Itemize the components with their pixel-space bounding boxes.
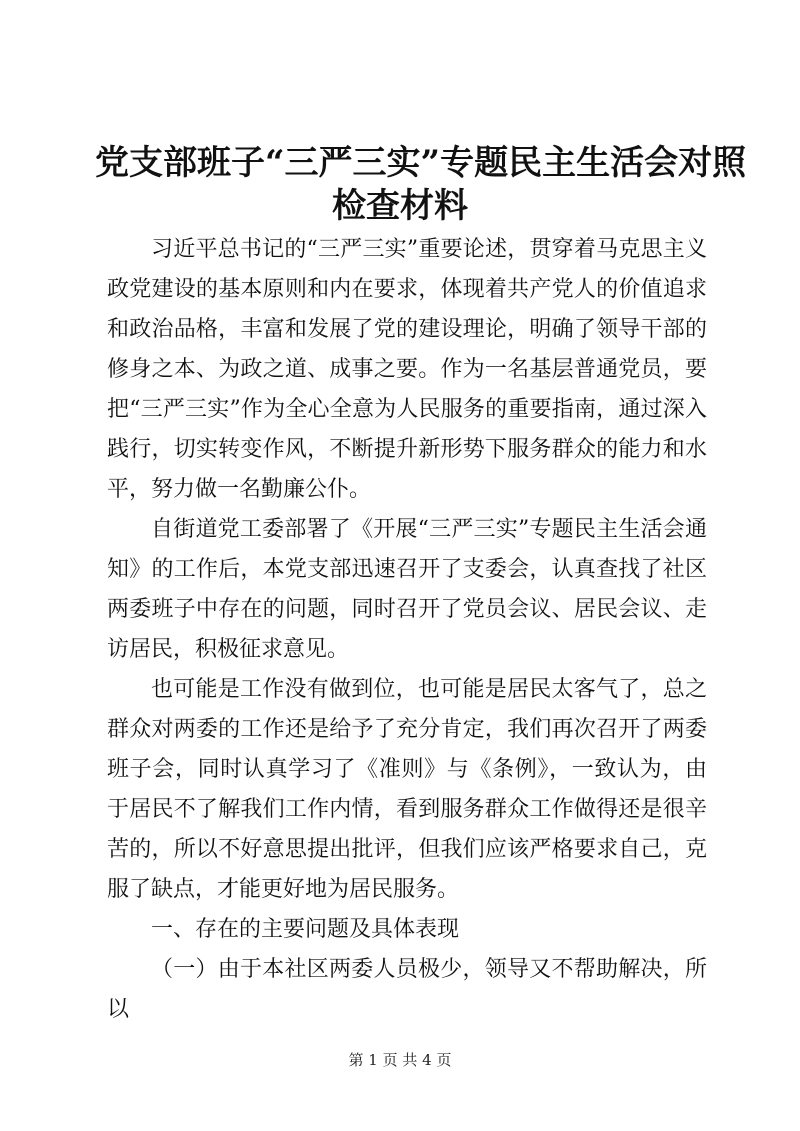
page-footer: [0, 1050, 800, 1070]
document-title-line-2: 检查材料: [332, 186, 468, 226]
paragraph-5: （一）由于本社区两委人员极少，领导又不帮助解决，所以: [107, 957, 707, 1022]
paragraph-2: 自街道党工委部署了《开展“三严三实”专题民主生活会通知》的工作后，本党支部迅速召开了支委会，认真查找了社区两委班子中存在的问题，同时召开了党员会议、居民会议、走访居民，积极征求意见。: [107, 517, 707, 662]
paragraph-1: 习近平总书记的“三严三实”重要论述，贯穿着马克思主义政党建设的基本原则和内在要求，体现着共产党人的价值追求和政治品格，丰富和发展了党的建设理论，明确了领导干部的修身之本、为政之道、成事之要。作为一名基层普通党员，要把“三严三实”作为全心全意为人民服务的重要指南，通过深入践行，切实转变作风，不断提升新形势下服务群众的能力和水平，努力做一名勤廉公仆。: [107, 237, 707, 502]
page-number: 第 1 页 共 4 页: [348, 1051, 452, 1069]
paragraph-3: 也可能是工作没有做到位，也可能是居民太客气了，总之群众对两委的工作还是给予了充分肯定，我们再次召开了两委班子会，同时认真学习了《准则》与《条例》，一致认为，由于居民不了解我们工作内情，看到服务群众工作做得还是很辛苦的，所以不好意思提出批评，但我们应该严格要求自己，克服了缺点，才能更好地为居民服务。: [107, 677, 707, 902]
document-body: [107, 230, 707, 1030]
document-title-line-1: 党支部班子“三严三实”专题民主生活会对照: [95, 143, 747, 183]
section-heading-1: 一、存在的主要问题及具体表现: [151, 917, 460, 942]
